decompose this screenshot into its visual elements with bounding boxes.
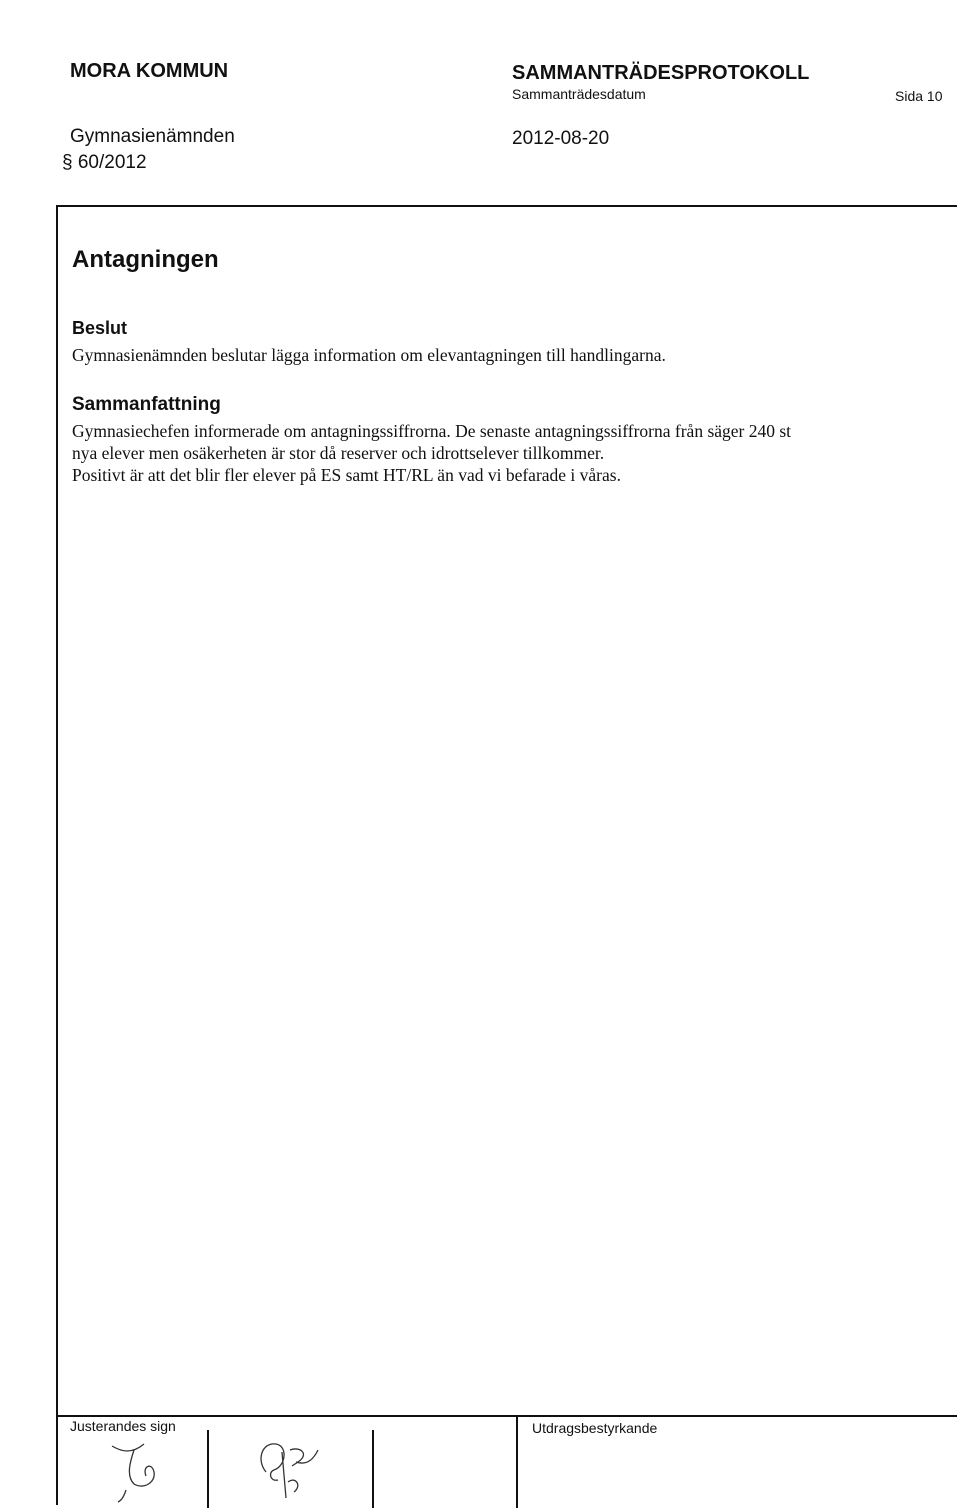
signature-1 [104, 1432, 184, 1504]
footer-divider [56, 1415, 957, 1417]
signers-label: Justerandes sign [70, 1418, 176, 1434]
summary-text [72, 420, 942, 486]
meeting-date-label: Sammanträdesdatum [512, 86, 646, 102]
committee-name: Gymnasienämnden [70, 126, 235, 147]
signature-box-divider-2 [372, 1430, 374, 1508]
agenda-title: Antagningen [72, 246, 219, 273]
section-number: § 60/2012 [62, 152, 147, 173]
signature-2 [252, 1432, 332, 1504]
decision-text: Gymnasienämnden beslutar lägga information om elevantagningen till handlingarna. [72, 345, 666, 365]
document-type: SAMMANTRÄDESPROTOKOLL [512, 62, 810, 84]
signature-box-divider-1 [207, 1430, 209, 1508]
organization-name: MORA KOMMUN [70, 60, 229, 82]
content-left-border [56, 205, 58, 1505]
page-number: Sida 10 [895, 88, 943, 104]
summary-line: Gymnasiechefen informerade om antagningssiffrorna. De senaste antagningssiffrorna från säger 240 st [72, 421, 792, 441]
summary-line: Positivt är att det blir fler elever på ES samt HT/RL än vad vi befarade i våras. [72, 465, 621, 485]
summary-line: nya elever men osäkerheten är stor då reserver och idrottselever tillkommer. [72, 443, 605, 463]
certification-box-border [516, 1415, 518, 1508]
decision-heading: Beslut [72, 318, 128, 338]
certification-label: Utdragsbestyrkande [532, 1420, 658, 1436]
header-divider [56, 205, 957, 207]
summary-heading: Sammanfattning [72, 394, 221, 415]
meeting-date: 2012-08-20 [512, 128, 610, 149]
